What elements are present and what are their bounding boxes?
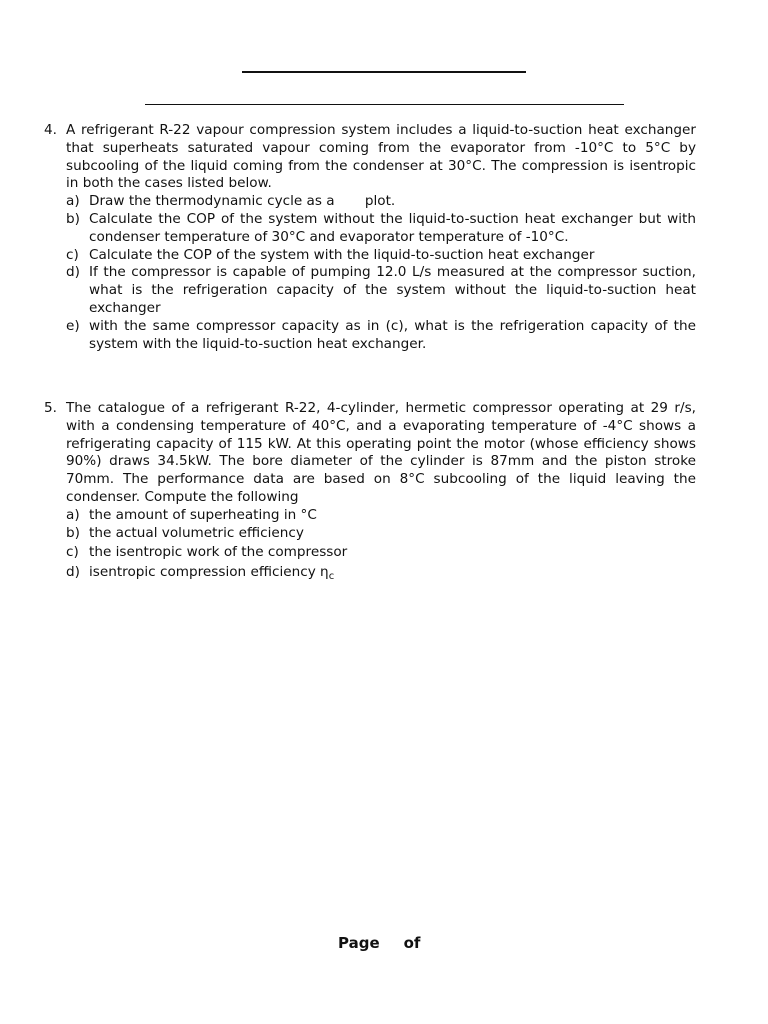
page-label: Page	[338, 934, 380, 952]
question-4	[44, 122, 696, 353]
part-letter: b)	[66, 524, 80, 541]
list-item	[66, 318, 696, 354]
part-text: Calculate the COP of the system with the liquid-to-suction heat exchanger	[89, 246, 595, 263]
list-item	[66, 211, 696, 247]
question-4-parts	[44, 193, 696, 353]
subscript: c	[328, 571, 335, 583]
question-5-stem	[44, 400, 696, 507]
list-item	[66, 525, 696, 543]
part-text: Draw the thermodynamic cycle as a plot.	[89, 193, 396, 210]
title-line	[145, 104, 624, 105]
question-5	[44, 400, 696, 586]
part-letter: c)	[66, 246, 79, 263]
list-item	[66, 193, 696, 211]
part-letter: e)	[66, 317, 80, 334]
part-letter: d)	[66, 564, 80, 581]
question-number: 5.	[44, 400, 57, 416]
list-item	[66, 264, 696, 317]
part-letter: a)	[66, 193, 80, 210]
part-text: the actual volumetric efficiency	[89, 524, 304, 541]
part-letter: a)	[66, 506, 80, 523]
question-4-stem	[44, 122, 696, 193]
part-text: with the same compressor capacity as in (c), what is the refrigeration capacity of the system with the liquid-to-suction heat exchanger.	[89, 317, 696, 352]
question-number: 4.	[44, 122, 57, 138]
part-text: the isentropic work of the compressor	[89, 544, 348, 561]
list-item	[66, 507, 696, 525]
part-letter: b)	[66, 210, 80, 227]
list-item	[66, 544, 696, 562]
of-label: of	[403, 934, 421, 952]
part-letter: d)	[66, 264, 80, 281]
question-5-parts	[44, 507, 696, 586]
part-text: isentropic compression efficiency η	[89, 564, 329, 581]
list-item	[66, 247, 696, 265]
part-text: If the compressor is capable of pumping 12.0 L/s measured at the compressor suction, what is the refrigeration capacity of the system without the liquid-to-suction heat exchanger	[89, 264, 696, 316]
page-footer	[338, 934, 420, 952]
name-line	[242, 71, 526, 73]
question-text: A refrigerant R-22 vapour compression system includes a liquid-to-suction heat exchanger that superheats saturated vapour coming from the evaporator from -10°C to 5°C by subcooling of the liquid coming from the condenser at 30°C. The compression is isentropic in both the cases listed below.	[66, 122, 696, 192]
question-text: The catalogue of a refrigerant R-22, 4-cylinder, hermetic compressor operating at 29 r/s, with a condensing temperature of 40°C, and a evaporating temperature of -4°C shows a refrigerating capacity of 115 kW. At this operating point the motor (whose efficiency shows 90%) draws 34.5kW. The bore diameter of the cylinder is 87mm and the piston stroke 70mm. The performance data are based on 8°C subcooling of the liquid leaving the condenser. Compute the following	[66, 400, 696, 505]
part-letter: c)	[66, 544, 79, 561]
part-text: the amount of superheating in °C	[89, 506, 317, 523]
list-item	[66, 564, 696, 586]
part-text: Calculate the COP of the system without the liquid-to-suction heat exchanger but with condenser temperature of 30°C and evaporator temperature of -10°C.	[89, 210, 696, 245]
